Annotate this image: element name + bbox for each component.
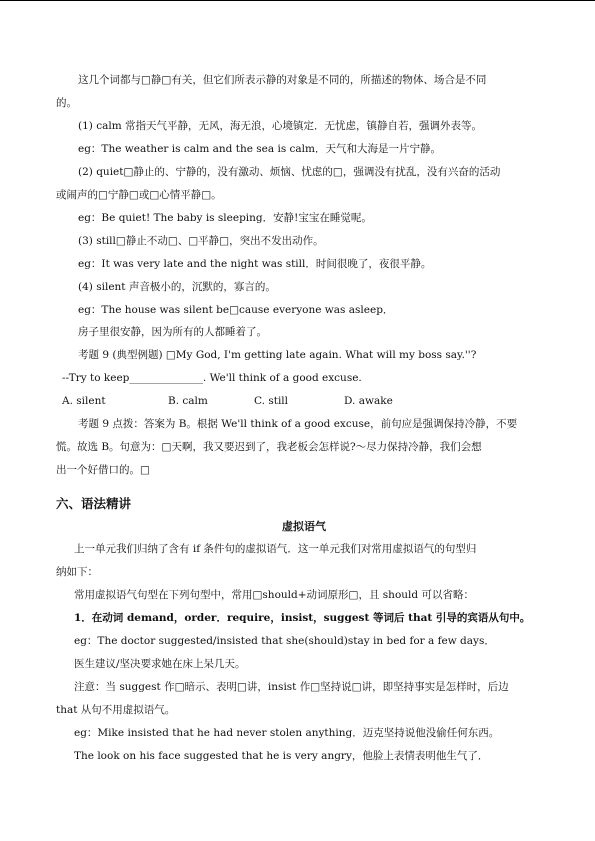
item-calm: (1) calm 常指天气平静，无风，海无浪，心境镇定．无忧虑，镇静自若，强调外表等。 [78,120,483,132]
example-silent: eg：The house was silent be□cause everyone was asleep． [78,304,394,316]
question-9-explanation-cont: 慌。故选 B。句意为：□天啊，我又要迟到了，我老板会怎样说?～尽力保持冷静，我们会想 [56,441,482,453]
rule-1-example-translation: 医生建议/坚决要求她在床上呆几天。 [74,658,246,670]
paragraph-intro-cont: 的。 [56,97,77,109]
question-9-prompt: 考题 9 (典型例题) □My God, I'm getting late again. What will my boss say.''? [78,349,477,361]
note-example-2: The look on his face suggested that he is very angry，他脸上表情表明他生气了． [74,750,489,762]
grammar-rule: 常用虚拟语气句型在下列句型中，常用□should+动词原形□，且 should 可以省略： [74,589,474,601]
paragraph-intro: 这几个词都与□静□有关，但它们所表示静的对象是不同的，所描述的物体、场合是不同 [78,74,487,86]
example-quiet: eg：Be quiet! The baby is sleeping．安静!宝宝在睡觉呢。 [78,212,372,224]
item-quiet-cont: 或闹声的□宁静□或□心情平静□。 [56,189,222,201]
grammar-intro: 上一单元我们归纳了含有 if 条件句的虚拟语气．这一单元我们对常用虚拟语气的句型归 [74,543,477,555]
grammar-intro-cont: 纳如下： [56,566,98,578]
option-b: B. calm [168,395,208,407]
question-9-blank: --Try to keep______________. We'll think of a good excuse. [62,372,362,384]
option-c: C. still [254,395,289,407]
option-a: A. silent [62,395,106,407]
item-silent: (4) silent 声音极小的，沉默的，寡言的。 [78,281,276,293]
note-paragraph-cont: that 从句不用虚拟语气。 [56,704,176,716]
note-example-1: eg：Mike insisted that he had never stolen anything．迈克坚持说他没偷任何东西。 [74,727,500,739]
note-paragraph: 注意：当 suggest 作□暗示、表明□讲，insist 作□坚持说□讲，即坚持事实是怎样时，后边 [74,681,509,693]
option-d: D. awake [344,395,393,407]
topic-title: 虚拟语气 [282,520,326,533]
question-9-explanation: 考题 9 点拨：答案为 B。根据 We'll think of a good excuse，前句应是强调保持冷静，不要 [78,418,518,430]
question-9-explanation-end: 出一个好借口的。□ [56,464,150,476]
rule-1-example: eg：The doctor suggested/insisted that she(should)stay in bed for a few days． [74,635,495,647]
item-still: (3) still□静止不动□、□平静□，突出不发出动作。 [78,235,324,247]
item-quiet: (2) quiet□静止的、宁静的，没有激动、烦恼、忧虑的□，强调没有扰乱，没有兴奋的活动 [78,166,501,178]
example-silent-translation: 房子里很安静，因为所有的人都睡着了。 [78,326,267,338]
section-heading: 六、语法精讲 [56,496,132,511]
example-calm: eg：The weather is calm and the sea is calm．天气和大海是一片宁静。 [78,143,441,155]
rule-1-heading: 1．在动词 demand，order．require，insist，suggest 等词后 that 引导的宾语从句中。 [74,612,531,624]
example-still: eg：It was very late and the night was still．时间很晚了，夜很平静。 [78,258,432,270]
